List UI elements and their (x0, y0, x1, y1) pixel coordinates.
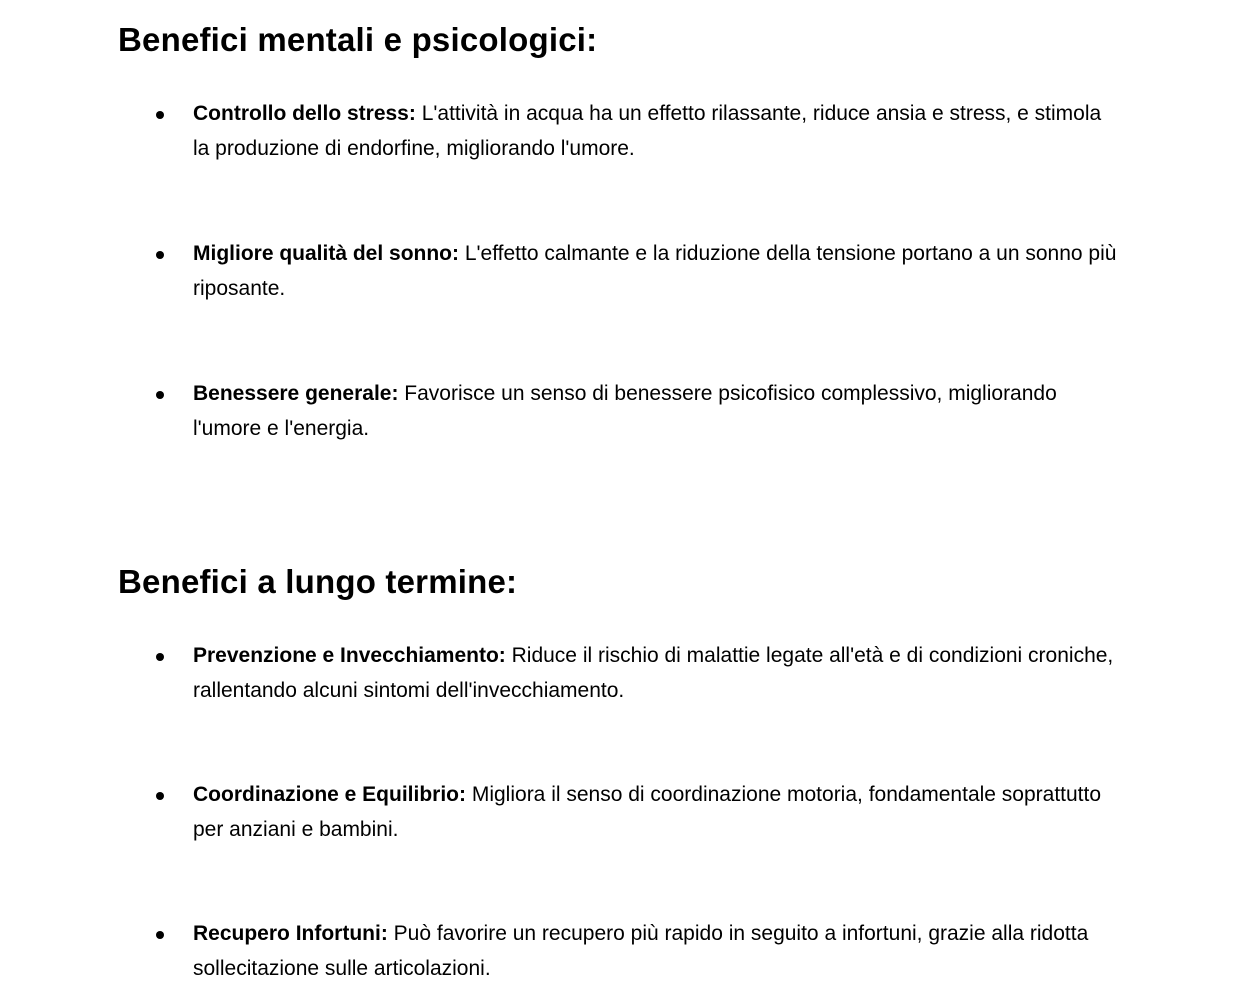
list-item (118, 96, 1123, 166)
bullet-icon (156, 391, 164, 399)
list-item (118, 376, 1123, 446)
item-title: Recupero Infortuni: (193, 922, 394, 945)
list-item (118, 236, 1123, 306)
item-text: Riduce il rischio di malattie legate all'età e di condizioni croniche, rallentando alcuni sintomi dell'invecchiamento. (193, 644, 1114, 702)
bullet-icon (156, 653, 164, 661)
section-long-term-benefits (118, 560, 1128, 986)
list-item (118, 916, 1123, 986)
list-item (118, 777, 1123, 847)
section-mental-benefits (118, 18, 1128, 446)
item-text: Migliora il senso di coordinazione motoria, fondamentale soprattutto per anziani e bambini. (193, 783, 1102, 841)
item-title: Controllo dello stress: (193, 102, 422, 125)
item-title: Migliore qualità del sonno: (193, 242, 465, 265)
bullet-icon (156, 111, 164, 119)
bullet-icon (156, 792, 164, 800)
bullet-list (118, 96, 1128, 446)
item-text: Può favorire un recupero più rapido in seguito a infortuni, grazie alla ridotta sollecitazione sulle articolazioni. (193, 922, 1089, 980)
list-item (118, 638, 1123, 708)
item-text: L'effetto calmante e la riduzione della tensione portano a un sonno più riposante. (193, 242, 1117, 300)
bullet-icon (156, 251, 164, 259)
bullet-list (118, 638, 1128, 986)
item-title: Coordinazione e Equilibrio: (193, 783, 472, 806)
item-text: Favorisce un senso di benessere psicofisico complessivo, migliorando l'umore e l'energia. (193, 382, 1057, 440)
item-title: Benessere generale: (193, 382, 405, 405)
section-heading: Benefici a lungo termine: (118, 563, 518, 600)
item-title: Prevenzione e Invecchiamento: (193, 644, 512, 667)
bullet-icon (156, 931, 164, 939)
section-heading: Benefici mentali e psicologici: (118, 21, 598, 58)
item-text: L'attività in acqua ha un effetto rilassante, riduce ansia e stress, e stimola la produzione di endorfine, migliorando l'umore. (193, 102, 1102, 160)
